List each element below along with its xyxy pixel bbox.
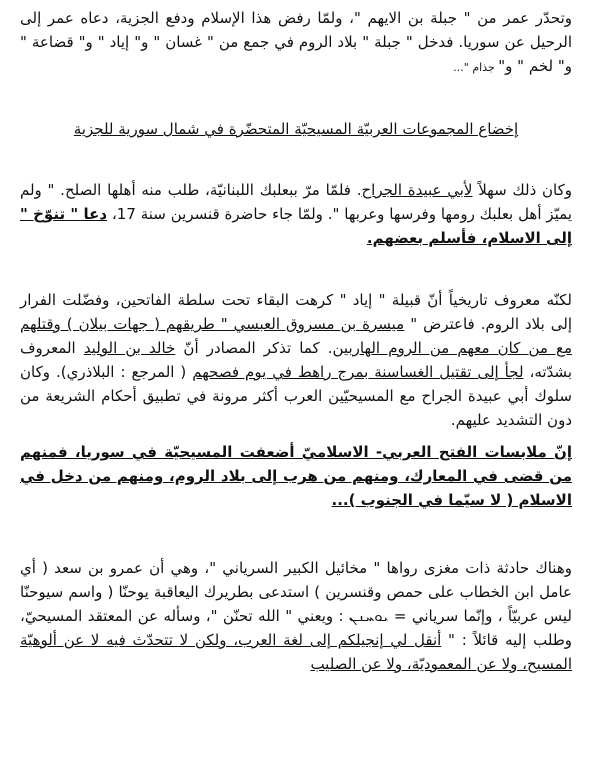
abu-ubayda-name: لأبي عبيدة الجراح [361,181,473,199]
paragraph-abu-ubayda-body: . فلمّا مرّ ببعلبك اللبنانيّة، طلب منه أهلها الصلح. " ولم يميّز أهل بعلبك رومها وفرسها وعربها ". ولمّا جاء حاضرة قنسرين سنة 17، [20,181,573,223]
paragraph-patriarch-body: وهناك حادثة ذات مغزى رواها " مخائيل الكبير السرياني "، وهي أن عمرو بن سعد ( أي عامل ابن الخطاب على حمص وقنسرين ) استدعى بطريرك اليعاقبة يوحنّا ( واسم سيوحنّا ليس عربيّاً ، وإنّما سرياني = ܝܘܚܢܢ : ويعني " الله تحنّن "، وسأله عن المعتقد المسيحيّ، وطلب إليه قائلاً : " [20,559,572,649]
paragraph-iyad-intro: لكنّه معروف تاريخياً أنّ قبيلة " إياد " كرهت البقاء تحت سلطة الفاتحين، وفضّلت الفرار إلى بلاد الروم. فاعترض " [20,291,573,333]
paragraph-abu-ubayda-intro: وكان ذلك سهلاً [472,181,572,199]
paragraph-abu-ubayda [20,178,572,250]
tanukh-conversion: دعا " تنوّخ " إلى الاسلام، فأسلم بعضهم. [20,205,572,247]
gospel-request: أنقل لي إنجيلكم إلى لغة العرب، ولكن لا تتحدّث فيه لا عن ألوهيّة المسيح، ولا عن المعموديّة، ولا عن الصليب [20,631,572,673]
paragraph-iyad [20,288,572,432]
section-heading: إخضاع المجموعات العربيّة المسيحيّة المتحضّرة في شمال سورية للجزية [73,120,519,138]
paragraph-iyad-mid: . كما تذكر المصادر أنّ [175,339,333,357]
maysara-ambush: ميسرة بن مسروق العبسي " طريقهم ( جهات بيلان ) وقتلهم مع من كان معهم من الروم الهاربين [20,315,573,357]
ghassanids-killing: لجأ إلى تقتيل الغساسنة بمرج راهط في يوم فصحهم [192,363,524,381]
paragraph-conclusion: إنّ ملابسات الفتح العربي- الاسلاميّ أضعفت المسيحيّة في سوريا، فمنهم من قضى في المعارك، ومنهم من هرب إلى بلاد الروم، ومنهم من دخل في الاسلام ( لا سيّما في الجنوب )... [20,443,572,509]
paragraph-iyad-mid2: المعروف بشدّته، [20,339,572,381]
paragraph-jabala-text: وتحدّر عمر من " جبلة بن الايهم "، ولمّا رفض هذا الإسلام ودفع الجزية، دعاه عمر إلى الرحيل عن سوريا. فدخل " جبلة " بلاد الروم في جمع من " غسان " و" إياد " و" قضاعة " و" لخم " و" [20,9,572,75]
khalid-name: خالد بن الوليد [83,339,176,357]
paragraph-jabala-tail: جذام "... [453,61,499,74]
paragraph-iyad-end: ( المرجع : البلاذري). وكان سلوك أبي عبيدة الجراح مع المسيحيّين العرب أكثر مرونة في تطبيق أحكام الشريعة من دون التشديد عليهم. [20,363,572,429]
paragraph-patriarch [20,556,572,676]
paragraph-jabala [20,6,572,80]
